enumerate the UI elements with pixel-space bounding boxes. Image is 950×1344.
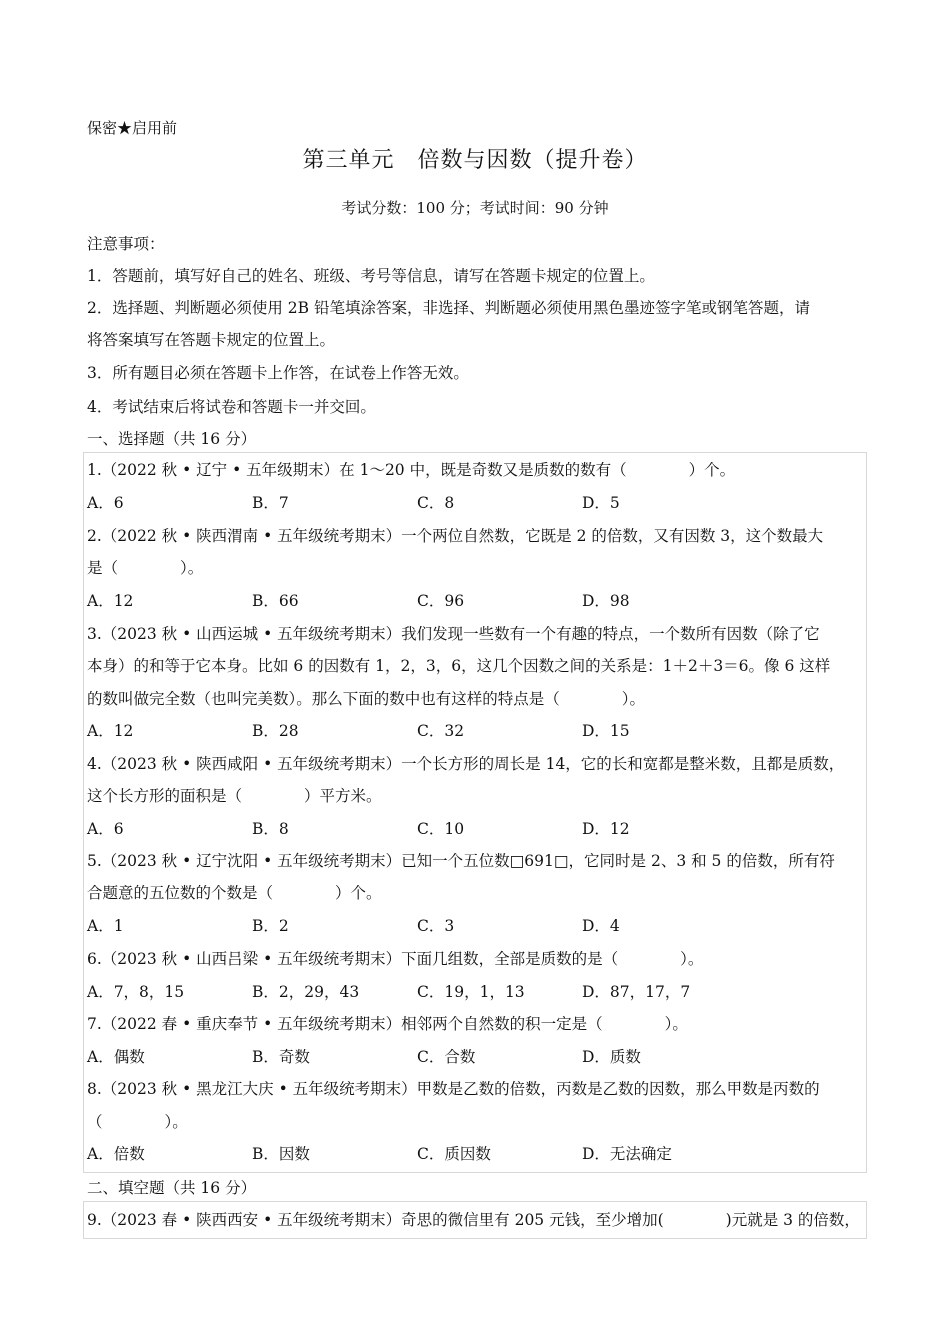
question-5: 5.（2023 秋 • 辽宁沈阳 • 五年级统考期末）已知一个五位数□691□，它同时是 2、3 和 5 的倍数，所有符 [87, 852, 835, 870]
confidential-label: 保密★启用前 [87, 119, 178, 137]
q7-option-a: A．偶数 [87, 1048, 145, 1066]
notes-heading: 注意事项： [87, 235, 165, 253]
question-6: 6.（2023 秋 • 山西吕梁 • 五年级统考期末）下面几组数，全部是质数的是（ ）。 [87, 950, 704, 968]
q6-option-c: C．19，1，13 [417, 983, 525, 1001]
q7-option-c: C．合数 [417, 1048, 476, 1066]
question-2: 2.（2022 秋 • 陕西渭南 • 五年级统考期末）一个两位自然数，它既是 2 的倍数，又有因数 3，这个数最大 [87, 527, 824, 545]
question-3: 3.（2023 秋 • 山西运城 • 五年级统考期末）我们发现一些数有一个有趣的特点，一个数所有因数（除了它 [87, 625, 820, 643]
question-3-cont-1: 本身）的和等于它本身。比如 6 的因数有 1，2，3，6，这几个因数之间的关系是：1＋2＋3＝6。像 6 这样 [87, 657, 831, 675]
q8-option-b: B．因数 [252, 1145, 310, 1163]
note-4: 4．考试结束后将试卷和答题卡一并交回。 [87, 398, 376, 416]
q3-option-a: A．12 [87, 722, 134, 740]
note-2: 2．选择题、判断题必须使用 2B 铅笔填涂答案，非选择、判断题必须使用黑色墨迹签字笔或钢笔答题，请 [87, 299, 810, 317]
question-9: 9.（2023 春 • 陕西西安 • 五年级统考期末）奇思的微信里有 205 元钱，至少增加( )元就是 3 的倍数， [87, 1211, 860, 1229]
question-4-cont: 这个长方形的面积是（ ）平方米。 [87, 787, 382, 805]
question-4: 4.（2023 秋 • 陕西咸阳 • 五年级统考期末）一个长方形的周长是 14，它的长和宽都是整米数，且都是质数， [87, 755, 845, 773]
q4-option-c: C．10 [417, 820, 465, 838]
question-7: 7.（2022 春 • 重庆奉节 • 五年级统考期末）相邻两个自然数的积一定是（ ）。 [87, 1015, 688, 1033]
exam-info: 考试分数：100 分；考试时间：90 分钟 [341, 199, 609, 217]
question-5-cont: 合题意的五位数的个数是（ ）个。 [87, 884, 382, 902]
q2-option-a: A．12 [87, 592, 134, 610]
q2-option-d: D．98 [582, 592, 630, 610]
q5-option-a: A．1 [87, 917, 124, 935]
q2-option-c: C．96 [417, 592, 465, 610]
question-8-cont: （ ）。 [87, 1113, 188, 1131]
page-title: 第三单元 倍数与因数（提升卷） [302, 148, 648, 173]
note-1: 1．答题前，填写好自己的姓名、班级、考号等信息，请写在答题卡规定的位置上。 [87, 267, 655, 285]
q1-option-d: D．5 [582, 494, 620, 512]
q3-option-d: D．15 [582, 722, 630, 740]
q3-option-c: C．32 [417, 722, 465, 740]
note-3: 3．所有题目必须在答题卡上作答，在试卷上作答无效。 [87, 364, 469, 382]
q8-option-d: D．无法确定 [582, 1145, 672, 1163]
q4-option-a: A．6 [87, 820, 124, 838]
question-3-cont-2: 的数叫做完全数（也叫完美数）。那么下面的数中也有这样的特点是（ ）。 [87, 690, 646, 708]
q5-option-d: D．4 [582, 917, 620, 935]
q6-option-a: A．7，8，15 [87, 983, 185, 1001]
q5-option-c: C．3 [417, 917, 455, 935]
q6-option-d: D．87，17，7 [582, 983, 691, 1001]
question-1: 1.（2022 秋 • 辽宁 • 五年级期末）在 1～20 中，既是奇数又是质数的数有（ ）个。 [87, 461, 736, 479]
q6-option-b: B．2，29，43 [252, 983, 360, 1001]
q1-option-c: C．8 [417, 494, 455, 512]
question-8: 8.（2023 秋 • 黑龙江大庆 • 五年级统考期末）甲数是乙数的倍数，丙数是乙数的因数，那么甲数是丙数的 [87, 1080, 820, 1098]
question-2-cont: 是（ ）。 [87, 559, 204, 577]
q7-option-d: D．质数 [582, 1048, 641, 1066]
q1-option-b: B．7 [252, 494, 289, 512]
q8-option-c: C．质因数 [417, 1145, 491, 1163]
q8-option-a: A．倍数 [87, 1145, 145, 1163]
q2-option-b: B．66 [252, 592, 299, 610]
q7-option-b: B．奇数 [252, 1048, 310, 1066]
section-1-heading: 一、选择题（共 16 分） [87, 430, 257, 448]
q5-option-b: B．2 [252, 917, 289, 935]
section-2-heading: 二、填空题（共 16 分） [87, 1179, 257, 1197]
note-2-cont: 将答案填写在答题卡规定的位置上。 [87, 331, 336, 349]
q4-option-d: D．12 [582, 820, 630, 838]
q3-option-b: B．28 [252, 722, 299, 740]
q1-option-a: A．6 [87, 494, 124, 512]
q4-option-b: B．8 [252, 820, 289, 838]
